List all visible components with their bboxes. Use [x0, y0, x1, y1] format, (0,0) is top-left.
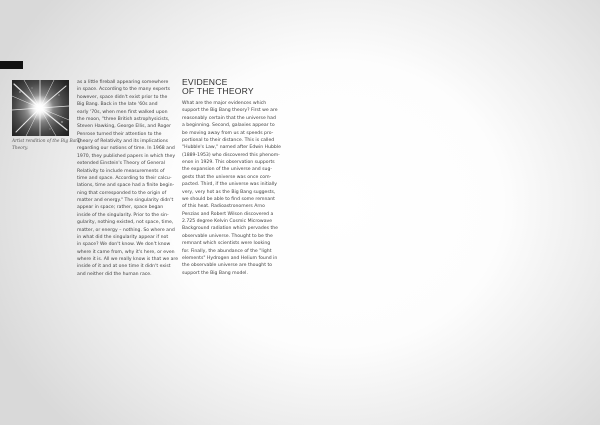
text-line: matter and energy." The singularity didn't — [77, 198, 174, 203]
image-caption — [12, 139, 81, 152]
text-line: however, space didn't exist prior to the — [77, 94, 168, 100]
text-line: the moon, "three British astrophysicists, — [77, 116, 170, 122]
text-line: Theory of Relativity and its implications — [77, 139, 169, 144]
big-bang-illustration — [12, 80, 69, 136]
text-line: support the Big Bang theory? First we are — [182, 108, 278, 114]
text-line: lations, time and space had a finite begin- — [77, 183, 175, 189]
text-line: (1889-1953) who discovered this phenom- — [182, 152, 280, 158]
body-column-left — [77, 79, 179, 278]
text-line: for. Finally, the abundance of the "light — [182, 248, 272, 254]
starburst-image — [12, 80, 69, 136]
text-line: support the Big Bang model. — [182, 270, 248, 276]
text-line: enon in 1929. This observation supports — [182, 160, 275, 165]
text-line: portional to their distance. This is called — [182, 137, 275, 143]
text-line: Steven Hawking, George Ellis, and Roger — [77, 124, 171, 130]
caption-line: Artist rendition of the Big Bang — [12, 139, 81, 144]
text-line: Relativity to include measurements of — [77, 168, 165, 174]
text-line: 2.725 degree Kelvin Cosmic Microwave — [182, 219, 273, 224]
text-line: a beginning. Second, galaxies appear to — [182, 123, 275, 129]
text-line: Big Bang. Back in the late '60s and — [77, 102, 158, 108]
section-heading — [182, 78, 254, 97]
text-line: inside of the singularity. Prior to the sin- — [77, 212, 169, 218]
text-line: and neither did the human race. — [77, 271, 152, 277]
text-line: gests that the universe was once com- — [182, 174, 272, 180]
text-line: regarding our notions of time. In 1968 and — [77, 146, 175, 152]
text-line: reasonably certain that the universe had — [182, 115, 276, 121]
text-line: 1970, they published papers in which they — [77, 153, 176, 159]
text-line: Penrose turned their attention to the — [77, 131, 162, 137]
text-line: we should be able to find some remnant — [182, 196, 275, 202]
text-line: observable universe. Thought to be the — [182, 233, 273, 239]
text-line: Background radiation which pervades the — [182, 226, 278, 232]
text-line: ning that corresponded to the origin of — [77, 190, 167, 196]
caption-line: Theory. — [12, 145, 29, 151]
text-line: where it came from, why it's here, or even — [77, 249, 175, 255]
text-line: time and space. According to their calcu- — [77, 175, 172, 181]
body-column-right — [182, 100, 280, 277]
text-line: very, very hot as the Big Bang suggests, — [182, 189, 276, 195]
text-line: extended Einstein's Theory of General — [77, 161, 165, 167]
text-line: gularity, nothing existed, not space, time, — [77, 220, 174, 226]
text-line: where it is. All we really know is that we are — [77, 257, 179, 262]
text-line: appear in space; rather, space began — [77, 205, 164, 211]
text-line: early '70s, when men first walked upon — [77, 109, 168, 115]
text-line: of this heat. Radioastronomers Arno — [182, 204, 265, 210]
heading-line: OF THE THEORY — [182, 86, 254, 97]
text-line: the observable universe are thought to — [182, 263, 273, 269]
text-line: the expansion of the universe and sug- — [182, 167, 273, 173]
text-line: in space? We don't know. We don't know — [77, 242, 171, 248]
text-line: "Hubble's Law," named after Edwin Hubble — [182, 145, 281, 151]
text-line: Penzias and Robert Wilson discovered a — [182, 211, 274, 217]
text-line: inside of it and at one time it didn't exist — [77, 264, 171, 270]
text-line: in what did the singularity appear if not — [77, 234, 169, 240]
page-marker-tab — [0, 61, 23, 69]
text-line: in space. According to the many experts — [77, 87, 170, 93]
text-line: elements" Hydrogen and Helium found in — [182, 255, 278, 261]
heading-line: EVIDENCE — [182, 77, 228, 87]
text-line: remnant which scientists were looking — [182, 241, 271, 247]
text-line: What are the major evidences which — [182, 101, 267, 106]
text-line: pacted. Third, if the universe was initially — [182, 182, 277, 188]
text-line: matter, or energy – nothing. So where and — [77, 227, 175, 233]
text-line: be moving away from us at speeds pro- — [182, 130, 274, 136]
text-line: as a little fireball appearing somewhere — [77, 80, 169, 85]
